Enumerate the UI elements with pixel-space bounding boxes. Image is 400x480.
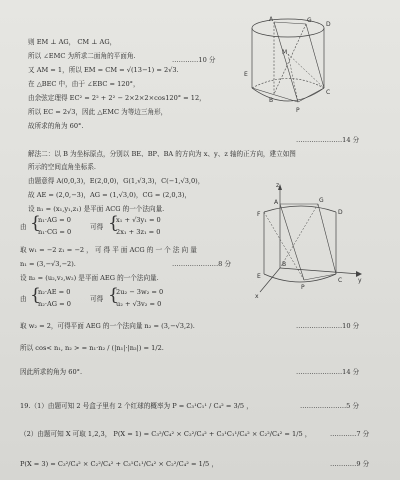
fig1-label-c: C	[326, 89, 331, 96]
text-line: 在 △BEC 中，由于 ∠EBC = 120°，	[28, 80, 140, 88]
equation-line: n₁·CG = 0	[38, 228, 72, 236]
system-brace: {	[30, 285, 41, 305]
equation-line: n₁·AG = 0	[38, 216, 71, 224]
system-brace: {	[30, 213, 41, 233]
text-line: 故所求的角为 60°.	[28, 122, 84, 130]
text-line: 由余弦定理得 EC² = 2² + 2² − 2×2×2×cos120° = 12，	[28, 94, 206, 102]
text-line: 19.（1）由题可知 2 号盒子里有 2 个红球的概率为 P = C₃¹C₁¹ / C₄² = 3/5 ，	[20, 402, 253, 410]
text-line: 解法二：以 B 为坐标原点，分别以 BE、BP、BA 的方向为 x、y、z 轴的正方向，建立如图	[28, 150, 296, 158]
equation-line: x₁ + √3y₁ = 0	[116, 216, 161, 224]
fig2-label-p: P	[301, 284, 305, 291]
system-brace: {	[108, 213, 119, 233]
equation-line: n₂·AG = 0	[38, 300, 71, 308]
score-mark: …………………14 分	[296, 136, 360, 144]
score-mark: …………7 分	[330, 430, 370, 438]
text-line: 取 w₂ = 2，可得平面 AEG 的一个法向量 n₂ = (3,−√3,2).	[20, 322, 195, 330]
text-line: 所以 cos< n₁, n₂ > = n₁·n₂ / (|n₁|·|n₂|) = 1/2.	[20, 344, 164, 352]
text-line: 由	[20, 295, 27, 303]
fig2-label-d: D	[338, 209, 343, 216]
fig1-label-b: B	[269, 97, 274, 104]
figure-1-diagram	[236, 14, 342, 124]
text-line: 可得	[90, 295, 104, 303]
text-line: 设 n₁ = (x₁,y₁,z₁) 是平面 ACG 的一个法向量.	[28, 205, 165, 213]
fig1-label-p: P	[296, 107, 300, 114]
fig1-label-g: G	[307, 17, 312, 24]
fig2-label-b: B	[282, 261, 287, 268]
text-line: 取 w₁ = −2 z₁ = −2 ， 可 得 平 面 ACG 的 一 个 法 向 量	[20, 246, 197, 254]
text-line: 所以 EC = 2√3，因此 △EMC 为等边三角形，	[28, 108, 168, 116]
equation-line: 2x₁ + 3z₁ = 0	[116, 228, 161, 236]
text-line: 由题意得 A(0,0,3)，E(2,0,0)，G(1,√3,3)，C(−1,√3,0)，	[28, 177, 205, 185]
score-mark: …………9 分	[330, 460, 370, 468]
text-line: 因此所求的角为 60°.	[20, 368, 83, 376]
text-line: 所以 ∠EMC 为所求二面角的平面角.	[28, 52, 136, 60]
fig2-label-g: G	[319, 197, 324, 204]
fig2-label-e: E	[257, 273, 261, 280]
fig2-label-c: C	[338, 277, 343, 284]
text-line: 故 AE = (2,0,−3)，AG = (1,√3,0)，CG = (2,0,3)，	[28, 191, 192, 199]
text-line: n₁ = (3,−√3,−2).	[20, 260, 76, 268]
text-line: （2）由题可知 X 可取 1,2,3， P(X = 1) = C₃²/C₄² × C₂²/C₄² + C₃¹C₁¹/C₄² × C₂²/C₄² = 1/5 ，	[20, 430, 312, 438]
text-line: 则 EM ⊥ AG， CM ⊥ AG，	[28, 38, 117, 46]
equation-line: u₂ + √3v₂ = 0	[116, 300, 162, 308]
system-brace: {	[108, 285, 119, 305]
text-line: 可得	[90, 223, 104, 231]
score-mark: …………………8 分	[172, 260, 232, 268]
equation-line: n₂·AE = 0	[38, 288, 71, 296]
score-mark: …………10 分	[172, 56, 216, 64]
score-mark: …………………10 分	[296, 322, 360, 330]
text-line: 由	[20, 223, 27, 231]
text-line: 设 n₂ = (u₂,v₂,w₂) 是平面 AEG 的一个法向量.	[20, 274, 159, 282]
fig2-label-y: y	[358, 277, 362, 284]
fig2-label-z: z	[276, 182, 280, 189]
fig2-label-a: A	[274, 199, 279, 206]
equation-line: 2u₂ − 3w₂ = 0	[116, 288, 164, 296]
text-line: 所示的空间直角坐标系.	[28, 163, 97, 171]
fig1-label-a: A	[269, 16, 274, 23]
score-mark: …………………5 分	[300, 402, 360, 410]
text-line: 又 AM = 1，所以 EM = CM = √(13−1) = 2√3.	[28, 66, 179, 74]
fig2-label-f: F	[257, 211, 261, 218]
fig1-label-m: M	[282, 49, 288, 56]
figure-2-diagram	[254, 182, 366, 300]
text-line: P(X = 3) = C₃²/C₄² × C₂²/C₄² + C₃¹C₁¹/C₄² × C₂²/C₄² = 1/5 ，	[20, 460, 218, 468]
fig1-label-e: E	[244, 71, 248, 78]
score-mark: …………………14 分	[296, 368, 360, 376]
fig2-label-x: x	[255, 293, 259, 300]
fig1-label-d: D	[326, 21, 331, 28]
